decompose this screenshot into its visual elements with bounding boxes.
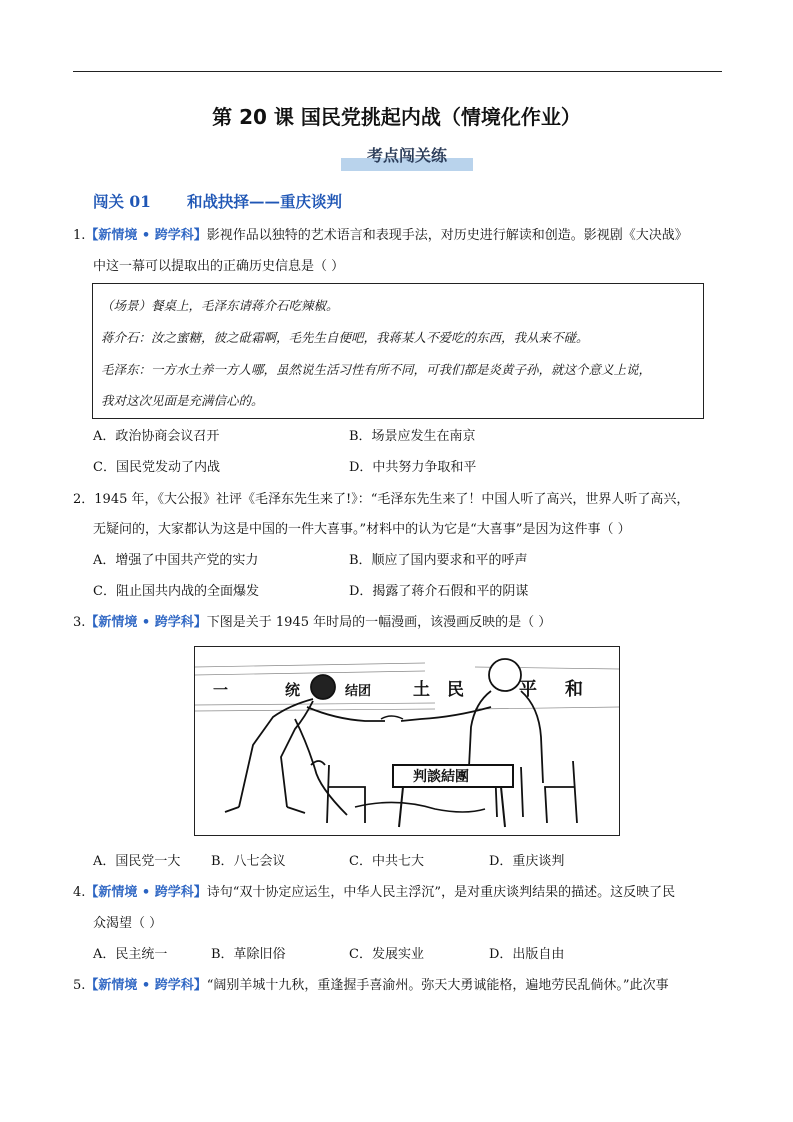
q1-option-d: D．中共努力争取和平 <box>349 460 477 475</box>
banner-char: 平 <box>519 679 537 700</box>
q4-line1 <box>73 884 675 902</box>
q3-tag: 【新情境 • 跨学科】 <box>85 615 207 630</box>
q4-option-d: D．出版自由 <box>489 947 565 962</box>
q5-tag: 【新情境 • 跨学科】 <box>85 978 207 993</box>
q5-number: 5. <box>73 978 86 993</box>
q4-text: 诗句“双十协定应运生，中华人民主浮沉”，是对重庆谈判结果的描述。这反映了民 <box>206 885 676 900</box>
q1-text: 影视作品以独特的艺术语言和表现手法，对历史进行解读和创造。影视剧《大决战》 <box>206 228 688 243</box>
q2-option-b: B．顺应了国内要求和平的呼声 <box>349 553 528 568</box>
banner-char: 统 <box>285 681 301 699</box>
quote-line: 我对这次见面是充满信心的。 <box>101 393 264 408</box>
badge-label: 考点闯关练 <box>366 146 447 165</box>
q5-line1 <box>73 977 669 995</box>
q4-option-c: C．发展实业 <box>349 947 424 962</box>
quote-line: 蒋介石：汝之蜜糖，彼之砒霜啊，毛先生自便吧，我蒋某人不爱吃的东西，我从来不碰。 <box>101 330 589 345</box>
q3-line1 <box>73 614 551 632</box>
q1-line1 <box>73 227 688 245</box>
section-heading <box>93 190 342 212</box>
section-name: 和战抉择——重庆谈判 <box>186 192 342 211</box>
quote-line: 毛泽东：一方水土养一方人哪，虽然说生活习性有所不同，可我们都是炎黄子孙，就这个意义上说， <box>101 362 652 377</box>
q1-option-b: B．场景应发生在南京 <box>349 429 476 444</box>
cartoon-image <box>194 646 620 836</box>
q2-option-c: C．阻止国共内战的全面爆发 <box>93 584 259 599</box>
q3-option-d: D．重庆谈判 <box>489 854 565 869</box>
banner-char: 一 <box>213 681 229 699</box>
q2-option-d: D．揭露了蒋介石假和平的阴谋 <box>349 584 529 599</box>
banner-char: 和 <box>565 679 583 700</box>
q5-text: “阔别羊城十九秋，重逢握手喜渝州。弥天大勇诚能格，遍地劳民乱倘休。”此次事 <box>206 978 669 993</box>
page-title: 第 20 课 国民党挑起内战（情境化作业） <box>212 105 581 129</box>
q3-option-b: B．八七会议 <box>211 854 286 869</box>
q3-text: 下图是关于 1945 年时局的一幅漫画，该漫画反映的是（ ） <box>206 615 552 630</box>
q3-option-c: C．中共七大 <box>349 854 424 869</box>
q1-tag: 【新情境 • 跨学科】 <box>85 228 207 243</box>
cartoon-table-label: 判談結團 <box>413 769 469 785</box>
q2-line1: 2．1945 年，《大公报》社评《毛泽东先生来了!》：“毛泽东先生来了！中国人听了高兴，世界人听了高兴， <box>73 492 690 507</box>
cartoon-drawing <box>195 647 620 836</box>
q1-number: 1. <box>73 228 86 243</box>
q4-option-a: A．民主统一 <box>93 947 168 962</box>
banner-char: 民 <box>447 680 464 700</box>
q1-line2: 中这一幕可以提取出的正确历史信息是（ ） <box>93 259 345 274</box>
q4-tag: 【新情境 • 跨学科】 <box>85 885 207 900</box>
quote-box <box>92 283 704 419</box>
q4-option-b: B．革除旧俗 <box>211 947 286 962</box>
banner-char: 结团 <box>345 684 372 699</box>
q3-number: 3. <box>73 615 86 630</box>
q1-option-c: C．国民党发动了内战 <box>93 460 220 475</box>
section-badge <box>341 143 473 173</box>
q2-line2: 无疑问的，大家都认为这是中国的一件大喜事。”材料中的认为它是“大喜事”是因为这件事（ ） <box>93 522 631 537</box>
banner-char: 土 <box>413 680 430 700</box>
quote-line: （场景）餐桌上，毛泽东请蒋介石吃辣椒。 <box>101 298 339 313</box>
q4-number: 4. <box>73 885 86 900</box>
q4-line2: 众渴望（ ） <box>93 916 163 931</box>
section-label: 闯关 01 <box>93 192 151 211</box>
q1-option-a: A．政治协商会议召开 <box>93 429 220 444</box>
q3-option-a: A．国民党一大 <box>93 854 181 869</box>
header-rule <box>73 71 722 72</box>
q2-option-a: A．增强了中国共产党的实力 <box>93 553 259 568</box>
